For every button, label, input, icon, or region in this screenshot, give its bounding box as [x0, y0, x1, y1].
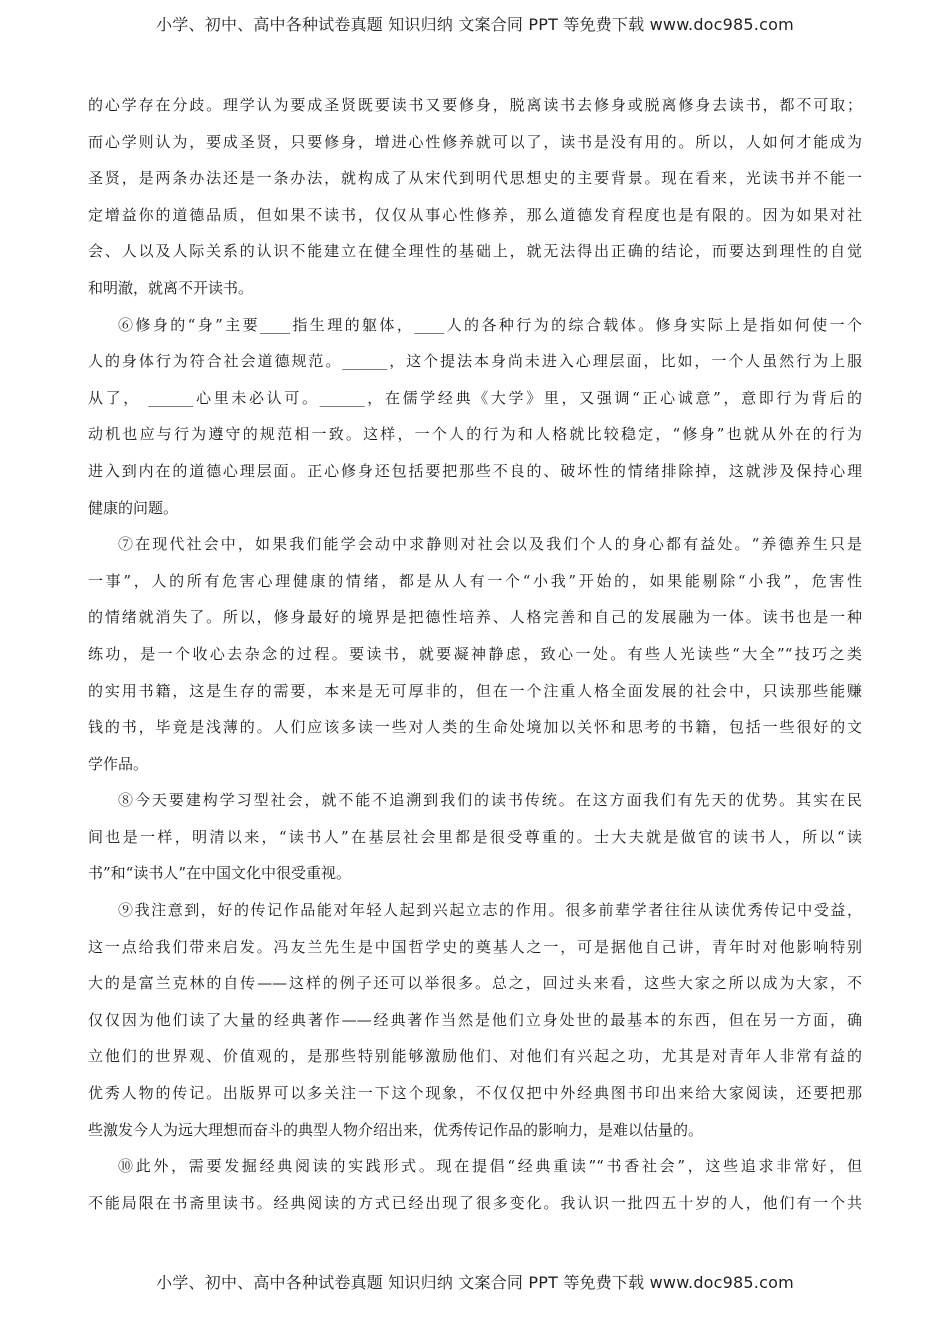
- text-line: ⑧今天要建构学习型社会，就不能不追溯到我们的读书传统。在这方面我们有先天的优势。其实在民: [118, 791, 862, 810]
- article-body: [88, 87, 862, 1221]
- text-line: 的情绪就消失了。所以，修身最好的境界是把德性培养、人格完善和自己的发展融为一体。读书也是一种: [88, 608, 862, 627]
- text-line: 从了， ______心里未必认可。______，在儒学经典《大学》里，又强调“正心诚意”，意即行为背后的: [88, 388, 862, 407]
- text-line: 定增益你的道德品质，但如果不读书，仅仅从事心性修养，那么道德发育程度也是有限的。因为如果对社: [88, 205, 862, 224]
- paragraph-9: [88, 892, 862, 1148]
- text-line: 钱的书，毕竟是浅薄的。人们应该多读一些对人类的生命处境加以关怀和思考的书籍，包括一些很好的文: [88, 718, 862, 737]
- text-line: ⑩此外，需要发掘经典阅读的实践形式。现在提倡“经典重读”“书香社会”，这些追求非常好，但: [118, 1157, 862, 1176]
- text-line: 学作品。: [88, 754, 149, 773]
- text-line: 人的身体行为符合社会道德规范。______，这个提法本身尚未进入心理层面，比如，一个人虽然行为上服: [88, 352, 862, 371]
- text-line: 动机也应与行为遵守的规范相一致。这样，一个人的行为和人格就比较稳定，“修身”也就从外在的行为: [88, 425, 862, 444]
- text-line: 书”和“读书人”在中国文化中很受重视。: [88, 864, 352, 883]
- text-line: 健康的问题。: [88, 498, 179, 517]
- text-line: 的心学存在分歧。理学认为要成圣贤既要读书又要修身，脱离读书去修身或脱离修身去读书，都不可取；: [88, 96, 862, 114]
- text-line: 大的是富兰克林的自传——这样的例子还可以举很多。总之，回过头来看，这些大家之所以成为大家，不: [88, 974, 862, 993]
- text-line: 而心学则认为，要成圣贤，只要修身，增进心性修养就可以了，读书是没有用的。所以，人如何才能成为: [88, 132, 862, 151]
- text-line: ⑦在现代社会中，如果我们能学会动中求静则对社会以及我们个人的身心都有益处。“养德养生只是: [118, 535, 862, 554]
- text-line: 进入到内在的道德心理层面。正心修身还包括要把那些不良的、破坏性的情绪排除掉，这就涉及保持心理: [88, 461, 862, 480]
- text-line: 一事”，人的所有危害心理健康的情绪，都是从人有一个“小我”开始的，如果能剔除“小我”，危害性: [88, 571, 862, 590]
- paragraph-continuation: [88, 87, 862, 307]
- paragraph-10: [88, 1148, 862, 1221]
- text-line: 圣贤，是两条办法还是一条办法，就构成了从宋代到明代思想史的主要背景。现在看来，光读书并不能一: [88, 169, 862, 188]
- text-line: 间也是一样，明清以来，“读书人”在基层社会里都是很受尊重的。士大夫就是做官的读书人，所以“读: [88, 827, 862, 846]
- text-line: 不能局限在书斋里读书。经典阅读的方式已经出现了很多变化。我认识一批四五十岁的人，他们有一个共: [88, 1193, 862, 1212]
- text-line: ⑥修身的“身”主要____指生理的躯体，____人的各种行为的综合载体。修身实际上是指如何使一个: [118, 315, 862, 334]
- text-line: 和明澈，就离不开读书。: [88, 278, 254, 297]
- page-header: 小学、初中、高中各种试卷真题 知识归纳 文案合同 PPT 等免费下载 www.doc985.com: [156, 15, 794, 34]
- text-line: 立他们的世界观、价值观的，是那些特别能够激励他们、对他们有兴起之功，尤其是对青年人非常有益的: [88, 1047, 862, 1066]
- page-footer: 小学、初中、高中各种试卷真题 知识归纳 文案合同 PPT 等免费下载 www.doc985.com: [156, 1273, 794, 1292]
- text-line: 这一点给我们带来启发。冯友兰先生是中国哲学史的奠基人之一，可是据他自己讲，青年时对他影响特别: [88, 937, 862, 956]
- paragraph-7: [88, 526, 862, 782]
- text-line: 练功，是一个收心去杂念的过程。要读书，就要凝神静虑，致心一处。有些人光读些“大全”“技巧之类: [88, 644, 862, 663]
- text-line: 仅仅因为他们读了大量的经典著作——经典著作当然是他们立身处世的最基本的东西，但在另一方面，确: [88, 1010, 862, 1029]
- text-line: 些激发今人为远大理想而奋斗的典型人物介绍出来，优秀传记作品的影响力，是难以估量的。: [88, 1120, 704, 1139]
- paragraph-8: [88, 782, 862, 892]
- paragraph-6: [88, 307, 862, 527]
- text-line: 会、人以及人际关系的认识不能建立在健全理性的基础上，就无法得出正确的结论，而要达到理性的自觉: [88, 242, 862, 261]
- text-line: 优秀人物的传记。出版界可以多关注一下这个现象，不仅仅把中外经典图书印出来给大家阅读，还要把那: [88, 1084, 862, 1103]
- text-line: 的实用书籍，这是生存的需要，本来是无可厚非的，但在一个注重人格全面发展的社会中，只读那些能赚: [88, 681, 862, 700]
- text-line: ⑨我注意到，好的传记作品能对年轻人起到兴起立志的作用。很多前辈学者往往从读优秀传记中受益，: [118, 901, 862, 920]
